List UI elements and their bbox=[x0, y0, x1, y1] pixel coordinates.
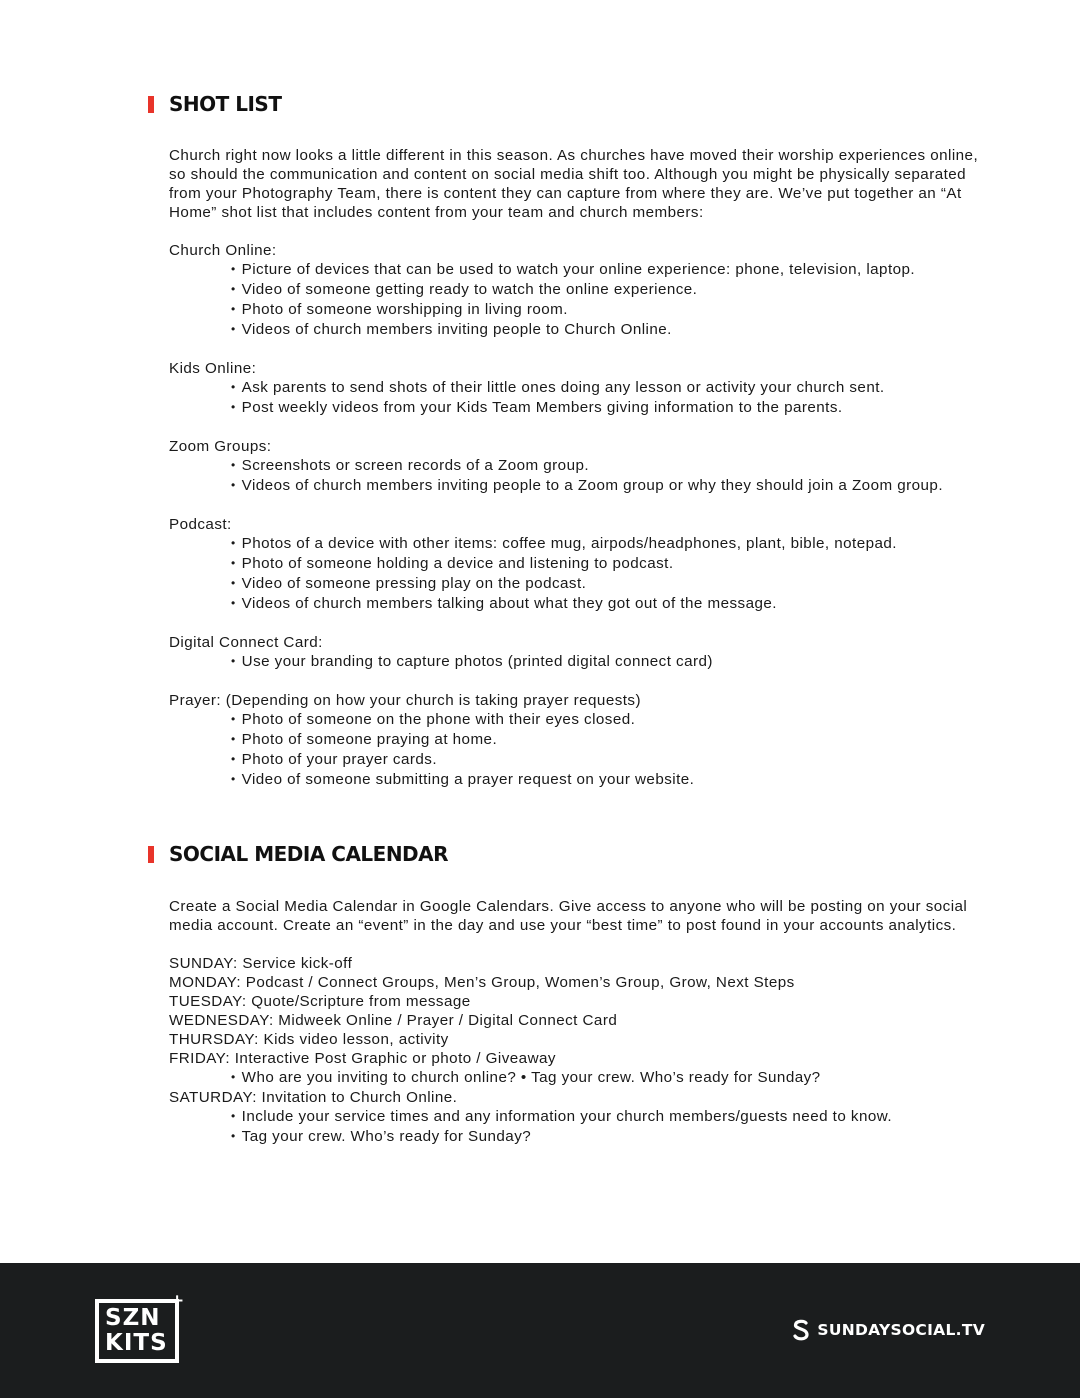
calendar-title: SOCIAL MEDIA CALENDAR bbox=[169, 842, 449, 866]
list-item: • Photo of your prayer cards. bbox=[231, 750, 989, 770]
list-item: • Picture of devices that can be used to watch your online experience: phone, television, laptop. bbox=[231, 260, 989, 280]
list-item: • Video of someone pressing play on the podcast. bbox=[231, 574, 989, 594]
szn-kits-logo bbox=[95, 1299, 179, 1363]
list-item: • Who are you inviting to church online? • Tag your crew. Who’s ready for Sunday? bbox=[231, 1068, 989, 1088]
group-label: Digital Connect Card: bbox=[169, 634, 323, 651]
list-item: • Photo of someone holding a device and listening to podcast. bbox=[231, 554, 989, 574]
day-wednesday: WEDNESDAY: Midweek Online / Prayer / Digital Connect Card bbox=[169, 1012, 618, 1029]
shot-list-intro: Church right now looks a little different in this season. As churches have moved their worship experiences online, so should the communication and content on social media shift too. Although you might be physically separated from your Photography Team, there is content they can capture from where they are. We’ve put together an “At Home” shot list that includes content from your team and church members: bbox=[169, 147, 979, 221]
day-tuesday: TUESDAY: Quote/Scripture from message bbox=[169, 993, 471, 1010]
day-monday: MONDAY: Podcast / Connect Groups, Men’s Group, Women’s Group, Grow, Next Steps bbox=[169, 974, 795, 991]
sundaysocial-brand bbox=[791, 1319, 985, 1341]
list-item: • Photos of a device with other items: coffee mug, airpods/headphones, plant, bible, notepad. bbox=[231, 534, 989, 554]
group-label: Podcast: bbox=[169, 516, 232, 533]
group-label: Church Online: bbox=[169, 242, 277, 259]
list-item: • Post weekly videos from your Kids Team Members giving information to the parents. bbox=[231, 398, 989, 418]
day-sunday: SUNDAY: Service kick-off bbox=[169, 955, 353, 972]
group-label: Kids Online: bbox=[169, 360, 257, 377]
shot-group-prayer bbox=[169, 691, 989, 790]
plus-icon: + bbox=[170, 1291, 185, 1311]
group-label: Zoom Groups: bbox=[169, 438, 272, 455]
list-item: • Ask parents to send shots of their little ones doing any lesson or activity your church sent. bbox=[231, 378, 989, 398]
shot-list-title: SHOT LIST bbox=[169, 92, 282, 116]
list-item: • Videos of church members inviting people to a Zoom group or why they should join a Zoom group. bbox=[231, 476, 989, 496]
day-friday: FRIDAY: Interactive Post Graphic or photo / Giveaway bbox=[169, 1050, 556, 1067]
shot-list-body bbox=[169, 146, 989, 790]
group-label: Prayer: (Depending on how your church is taking prayer requests) bbox=[169, 692, 641, 709]
shot-list-heading bbox=[148, 92, 281, 116]
list-item: • Tag your crew. Who’s ready for Sunday? bbox=[231, 1127, 989, 1147]
shot-group-podcast bbox=[169, 515, 989, 614]
shot-group-digital-connect-card bbox=[169, 633, 989, 672]
day-saturday: SATURDAY: Invitation to Church Online. bbox=[169, 1089, 458, 1106]
day-thursday: THURSDAY: Kids video lesson, activity bbox=[169, 1031, 449, 1048]
shot-group-kids-online bbox=[169, 359, 989, 418]
list-item: • Video of someone submitting a prayer request on your website. bbox=[231, 770, 989, 790]
calendar-heading bbox=[148, 842, 448, 866]
logo-text-line2: KITS bbox=[105, 1330, 168, 1356]
brand-text: SUNDAYSOCIAL.TV bbox=[817, 1321, 985, 1339]
list-item: • Photo of someone on the phone with their eyes closed. bbox=[231, 710, 989, 730]
list-item: • Photo of someone worshipping in living room. bbox=[231, 300, 989, 320]
list-item: • Video of someone getting ready to watch the online experience. bbox=[231, 280, 989, 300]
shot-group-church-online bbox=[169, 241, 989, 340]
shot-group-zoom-groups bbox=[169, 437, 989, 496]
page-footer bbox=[0, 1263, 1080, 1398]
heading-accent-bar bbox=[148, 846, 154, 863]
list-item: • Videos of church members talking about what they got out of the message. bbox=[231, 594, 989, 614]
calendar-intro: Create a Social Media Calendar in Google Calendars. Give access to anyone who will be posting on your social media account. Create an “event” in the day and use your “best time” to post found in your accounts analytics. bbox=[169, 898, 968, 934]
logo-text-line1: SZN bbox=[105, 1305, 161, 1331]
calendar-body bbox=[169, 897, 989, 1147]
heading-accent-bar bbox=[148, 96, 154, 113]
list-item: • Videos of church members inviting people to Church Online. bbox=[231, 320, 989, 340]
list-item: • Include your service times and any information your church members/guests need to know. bbox=[231, 1107, 989, 1127]
list-item: • Photo of someone praying at home. bbox=[231, 730, 989, 750]
sundaysocial-s-icon bbox=[791, 1319, 811, 1341]
list-item: • Screenshots or screen records of a Zoom group. bbox=[231, 456, 989, 476]
list-item: • Use your branding to capture photos (printed digital connect card) bbox=[231, 652, 989, 672]
